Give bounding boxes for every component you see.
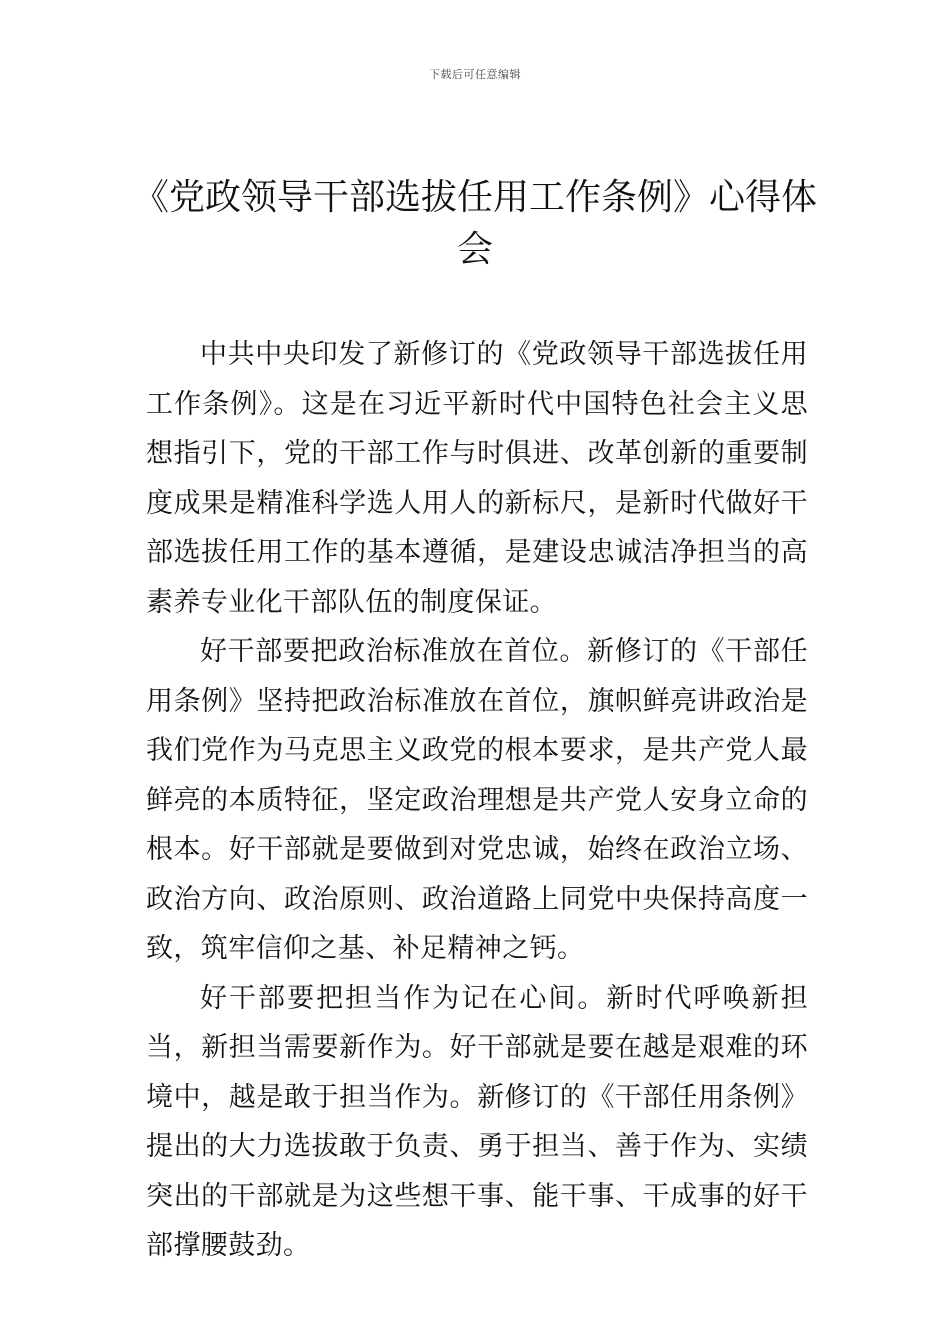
document-body <box>146 330 808 1271</box>
header-note: 下载后可任意编辑 <box>429 68 521 81</box>
document-title: 《党政领导干部选拔任用工作条例》心得体会 <box>132 177 817 270</box>
paragraph-3: 好干部要把担当作为记在心间。新时代呼唤新担当，新担当需要新作为。好干部就是要在越是艰难的环境中，越是敢于担当作为。新修订的《干部任用条例》提出的大力选拔敢于负责、勇于担当、善于作为、实绩突出的干部就是为这些想干事、能干事、干成事的好干部撑腰鼓劲。 <box>146 982 808 1261</box>
paragraph-1: 中共中央印发了新修订的《党政领导干部选拔任用工作条例》。这是在习近平新时代中国特色社会主义思想指引下，党的干部工作与时俱进、改革创新的重要制度成果是精准科学选人用人的新标尺，是新时代做好干部选拔任用工作的基本遵循，是建设忠诚洁净担当的高素养专业化干部队伍的制度保证。 <box>146 339 808 618</box>
paragraph-2: 好干部要把政治标准放在首位。新修订的《干部任用条例》坚持把政治标准放在首位，旗帜鲜亮讲政治是我们党作为马克思主义政党的根本要求，是共产党人最鲜亮的本质特征，坚定政治理想是共产党人安身立命的根本。好干部就是要做到对党忠诚，始终在政治立场、政治方向、政治原则、政治道路上同党中央保持高度一致，筑牢信仰之基、补足精神之钙。 <box>146 636 808 964</box>
